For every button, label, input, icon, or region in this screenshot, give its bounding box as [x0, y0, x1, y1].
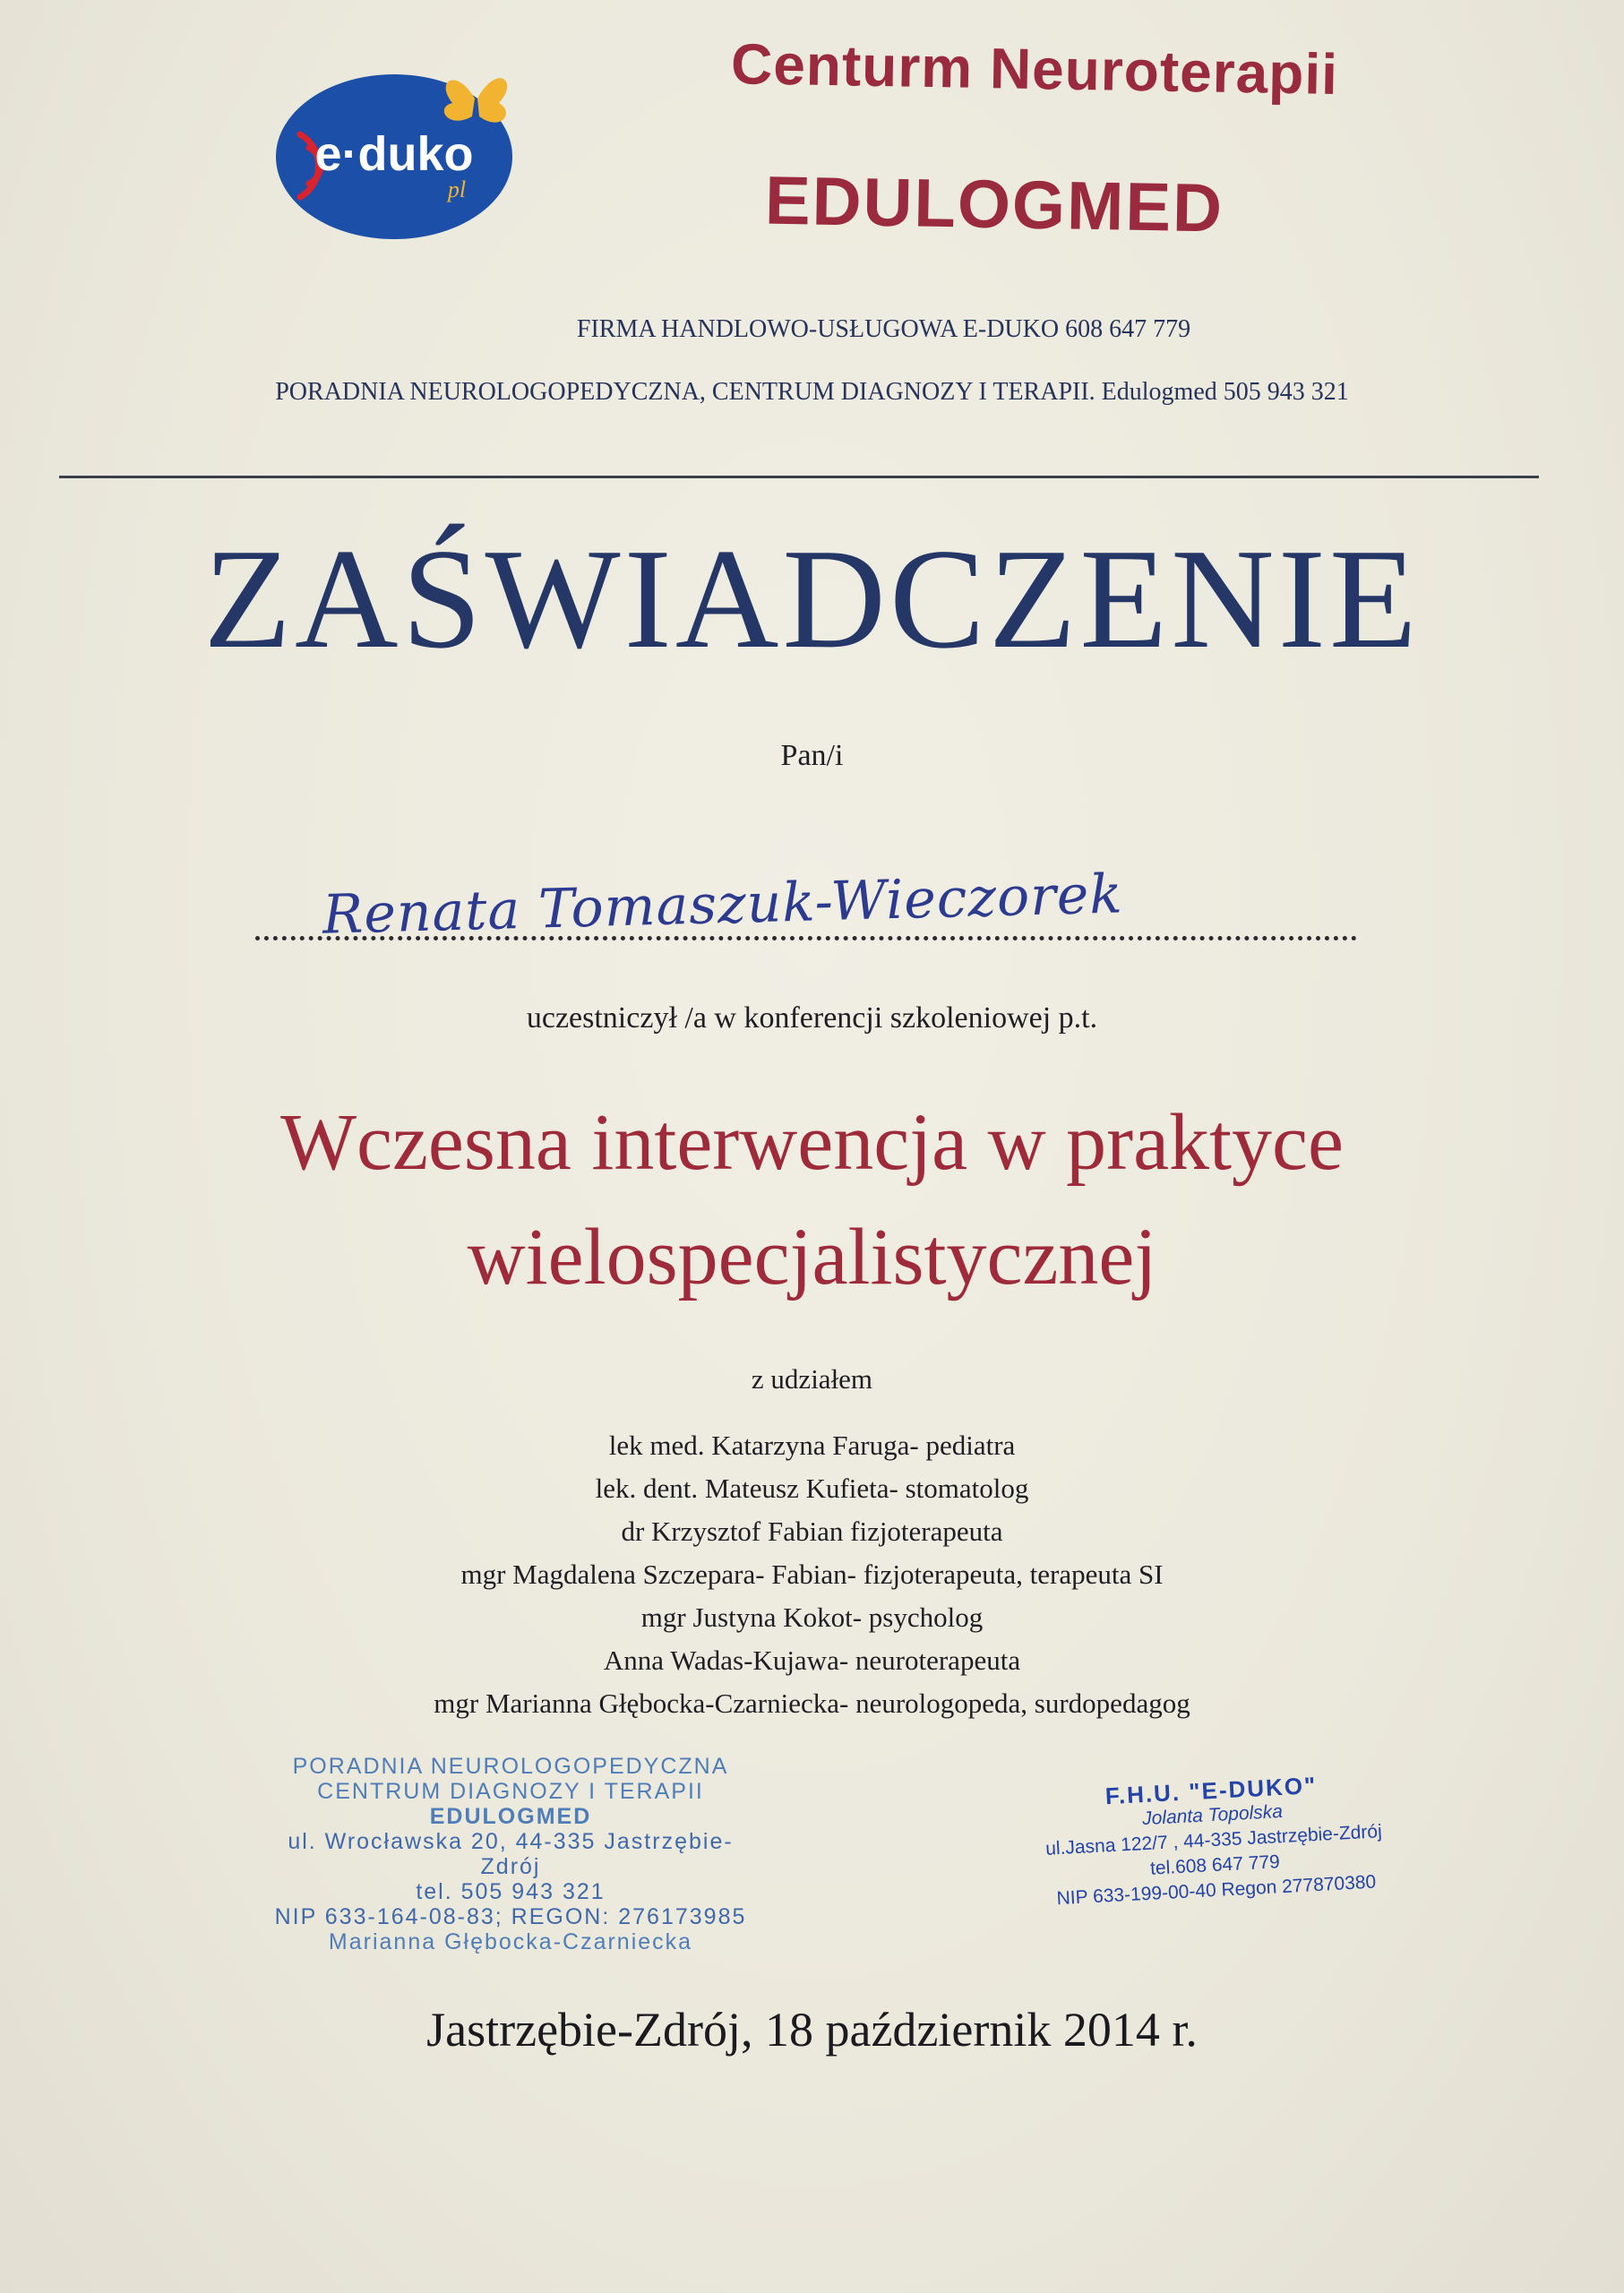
stamp-line: PORADNIA NEUROLOGOPEDYCZNA — [292, 1754, 729, 1779]
stamp-line: Marianna Głębocka-Czarniecka — [328, 1929, 693, 1954]
stamp-line: Jolanta Topolska — [1141, 1800, 1284, 1830]
stamp-line: NIP 633-199-00-40 Regon 277870380 — [1056, 1871, 1377, 1910]
speaker-list — [0, 1424, 1624, 1725]
logo-suffix: pl — [447, 176, 467, 202]
centre-name: Centurm Neuroterapii — [730, 31, 1339, 107]
stamp-line: tel. 505 943 321 — [416, 1879, 606, 1904]
conference-title-line-1: Wczesna interwencja w praktyce — [280, 1098, 1344, 1187]
salutation: Pan/i — [780, 739, 844, 772]
stamp-line: tel.608 647 779 — [1149, 1851, 1281, 1879]
speaker-item: mgr Magdalena Szczepara- Fabian- fizjoterapeuta, terapeuta SI — [460, 1559, 1164, 1590]
eduko-logo — [273, 63, 524, 242]
speaker-item: dr Krzysztof Fabian fizjoterapeuta — [621, 1516, 1003, 1547]
conference-title-line-2: wielospecjalistycznej — [467, 1213, 1157, 1301]
place-date: Jastrzębie-Zdrój, 18 październik 2014 r. — [426, 2003, 1198, 2057]
conference-title — [0, 1086, 1624, 1315]
stamp-line: ul. Wrocławska 20, 44-335 Jastrzębie-Zdrój — [288, 1829, 734, 1879]
company-line-1: FIRMA HANDLOWO-USŁUGOWA E-DUKO 608 647 779 — [576, 315, 1191, 343]
certificate-title: ZAŚWIADCZENIE — [203, 519, 1421, 678]
stamp-line: EDULOGMED — [429, 1804, 592, 1829]
stamp-line: NIP 633-164-08-83; REGON: 276173985 — [274, 1904, 747, 1929]
with-participation: z udziałem — [751, 1363, 873, 1395]
speaker-item: lek. dent. Mateusz Kufieta- stomatolog — [595, 1473, 1029, 1504]
speaker-item: Anna Wadas-Kujawa- neuroterapeuta — [603, 1645, 1021, 1676]
logo-text: e·duko — [314, 127, 474, 181]
stamp-line: F.H.U. "E-DUKO" — [1104, 1771, 1319, 1810]
participated-text: uczestniczył /a w konferencji szkoleniowej p.t. — [526, 1001, 1098, 1035]
stamp-line: ul.Jasna 122/7 , 44-335 Jastrzębie-Zdrój — [1044, 1821, 1383, 1859]
speaker-item: mgr Marianna Głębocka-Czarniecka- neurologopeda, surdopedagog — [434, 1688, 1190, 1719]
edulogmed-stamp — [269, 1754, 752, 1954]
brand-name: EDULOGMED — [764, 162, 1224, 247]
header-divider — [59, 476, 1539, 478]
speaker-item: mgr Justyna Kokot- psycholog — [640, 1602, 984, 1633]
eduko-stamp — [1023, 1768, 1405, 1913]
participant-name: Renata Tomaszuk-Wieczorek — [322, 863, 1124, 947]
company-line-2: PORADNIA NEUROLOGOPEDYCZNA, CENTRUM DIAGNOZY I TERAPII. Edulogmed 505 943 321 — [275, 378, 1349, 406]
stamp-line: CENTRUM DIAGNOZY I TERAPII — [317, 1779, 704, 1804]
speaker-item: lek med. Katarzyna Faruga- pediatra — [608, 1430, 1016, 1461]
